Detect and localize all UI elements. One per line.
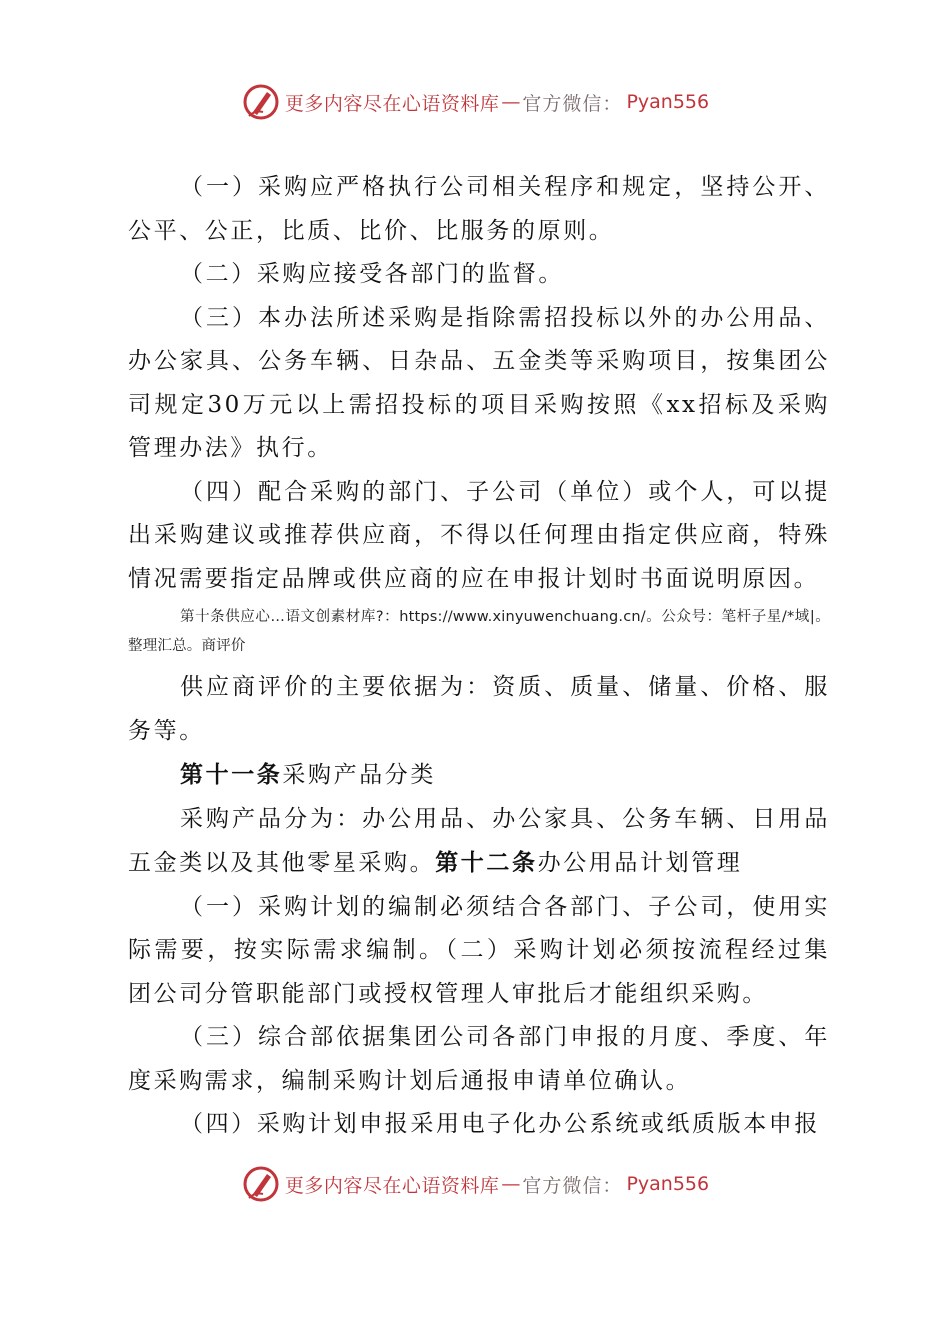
document-body [128, 166, 830, 1147]
header-banner [0, 78, 950, 126]
banner-wechat-label: 官方微信： [522, 1174, 623, 1197]
banner-site-name: 更多内容尽在心语资料库 [284, 1174, 500, 1197]
paragraph-6 [128, 798, 830, 886]
banner-wechat-label: 官方微信： [522, 92, 623, 115]
banner-handle: Pyan556 [626, 91, 710, 113]
article-11-heading [128, 753, 830, 798]
paragraph-4: （四）配合采购的部门、子公司（单位）或个人，可以提出采购建议或推荐供应商，不得以任何理由指定供应商，特殊情况需要指定品牌或供应商的应在申报计划时书面说明原因。 [128, 478, 830, 592]
watermark-note: 第十条供应心…语文创素材库?：https://www.xinyuwenchuang.cn/。公众号：笔杆子星/*域|。整理汇总。商评价 [128, 609, 830, 654]
paragraph-2: （二）采购应接受各部门的监督。 [180, 261, 564, 287]
article-12-number: 第十二条 [435, 849, 538, 876]
article-12-title: 办公用品计划管理 [537, 850, 743, 876]
paragraph-8: （三）综合部依据集团公司各部门申报的月度、季度、年度采购需求，编制采购计划后通报申请单位确认。 [128, 1024, 830, 1094]
paragraph-1: （一）采购应严格执行公司相关程序和规定，坚持公开、公平、公正，比质、比价、比服务的原则。 [128, 174, 830, 244]
paragraph-9: （四）采购计划申报采用电子化办公系统或纸质版本申报 [180, 1111, 820, 1137]
article-11-number: 第十一条 [180, 761, 283, 788]
pen-logo-icon [241, 1164, 281, 1204]
banner-dash: — [501, 1173, 521, 1195]
banner-handle: Pyan556 [626, 1173, 710, 1195]
pen-logo-icon [241, 82, 281, 122]
footer-banner [0, 1160, 950, 1208]
article-11-title: 采购产品分类 [282, 762, 437, 788]
banner-site-name: 更多内容尽在心语资料库 [284, 92, 500, 115]
paragraph-3: （三）本办法所述采购是指除需招投标以外的办公用品、办公家具、公务车辆、日杂品、五金类等采购项目，按集团公司规定30万元以上需招投标的项目采购按照《xx招标及采购管理办法》执行。 [128, 304, 830, 461]
paragraph-7: （一）采购计划的编制必须结合各部门、子公司，使用实际需要，按实际需求编制。（二）采购计划必须按流程经过集团公司分管职能部门或授权管理人审批后才能组织采购。 [128, 893, 830, 1007]
paragraph-6-text: 采购产品分为：办公用品、办公家具、公务车辆、日用品五金类以及其他零星采购。 [128, 805, 830, 876]
banner-dash: — [501, 91, 521, 113]
paragraph-5: 供应商评价的主要依据为：资质、质量、储量、价格、服务等。 [128, 674, 830, 744]
